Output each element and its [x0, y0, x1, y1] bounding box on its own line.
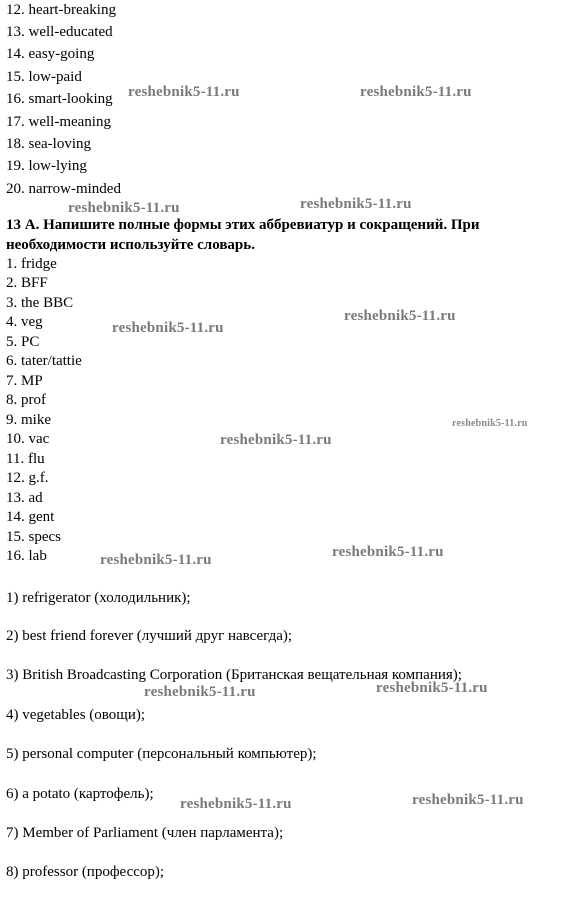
list-item: 4. veg [6, 314, 43, 330]
answer-item: 5) personal computer (персональный компьютер); [6, 746, 317, 762]
watermark: reshebnik5-11.ru [180, 796, 292, 812]
watermark: reshebnik5-11.ru [100, 552, 212, 568]
answer-item: 3) British Broadcasting Corporation (Британская вещательная компания); [6, 667, 462, 683]
list-item: 17. well-meaning [6, 114, 111, 130]
watermark: reshebnik5-11.ru [452, 418, 528, 429]
exercise-heading-line2: необходимости используйте словарь. [6, 237, 255, 253]
list-item: 9. mike [6, 412, 51, 428]
watermark: reshebnik5-11.ru [376, 680, 488, 696]
answer-item: 6) a potato (картофель); [6, 786, 154, 802]
answer-item: 8) professor (профессор); [6, 864, 165, 880]
list-item: 10. vac [6, 431, 50, 447]
list-item: 11. flu [6, 451, 45, 467]
answer-item: 4) vegetables (овощи); [6, 707, 146, 723]
list-item: 16. lab [6, 548, 47, 564]
watermark: reshebnik5-11.ru [68, 200, 180, 216]
list-item: 14. easy-going [6, 46, 95, 62]
list-item: 5. PC [6, 334, 40, 350]
watermark: reshebnik5-11.ru [332, 544, 444, 560]
list-item: 15. low-paid [6, 69, 82, 85]
watermark: reshebnik5-11.ru [220, 432, 332, 448]
watermark: reshebnik5-11.ru [112, 320, 224, 336]
watermark: reshebnik5-11.ru [300, 196, 412, 212]
list-item: 18. sea-loving [6, 136, 91, 152]
list-item: 2. BFF [6, 275, 48, 291]
watermark: reshebnik5-11.ru [144, 684, 256, 700]
list-item: 8. prof [6, 392, 46, 408]
answer-item: 1) refrigerator (холодильник); [6, 590, 191, 606]
list-item: 13. ad [6, 490, 43, 506]
list-item: 20. narrow-minded [6, 181, 121, 197]
list-item: 13. well-educated [6, 24, 113, 40]
list-item: 14. gent [6, 509, 55, 525]
answer-item: 2) best friend forever (лучший друг навсегда); [6, 628, 293, 644]
list-item: 12. g.f. [6, 470, 49, 486]
watermark: reshebnik5-11.ru [128, 84, 240, 100]
list-item: 19. low-lying [6, 158, 87, 174]
answer-item: 7) Member of Parliament (член парламента); [6, 825, 284, 841]
watermark: reshebnik5-11.ru [344, 308, 456, 324]
list-item: 3. the BBC [6, 295, 74, 311]
list-item: 7. MP [6, 373, 43, 389]
list-item: 12. heart-breaking [6, 2, 116, 18]
watermark: reshebnik5-11.ru [360, 84, 472, 100]
watermark: reshebnik5-11.ru [412, 792, 524, 808]
exercise-heading-line1: 13 А. Напишите полные формы этих аббревиатур и сокращений. При [6, 217, 480, 233]
list-item: 1. fridge [6, 256, 57, 272]
list-item: 16. smart-looking [6, 91, 113, 107]
list-item: 6. tater/tattie [6, 353, 82, 369]
list-item: 15. specs [6, 529, 61, 545]
